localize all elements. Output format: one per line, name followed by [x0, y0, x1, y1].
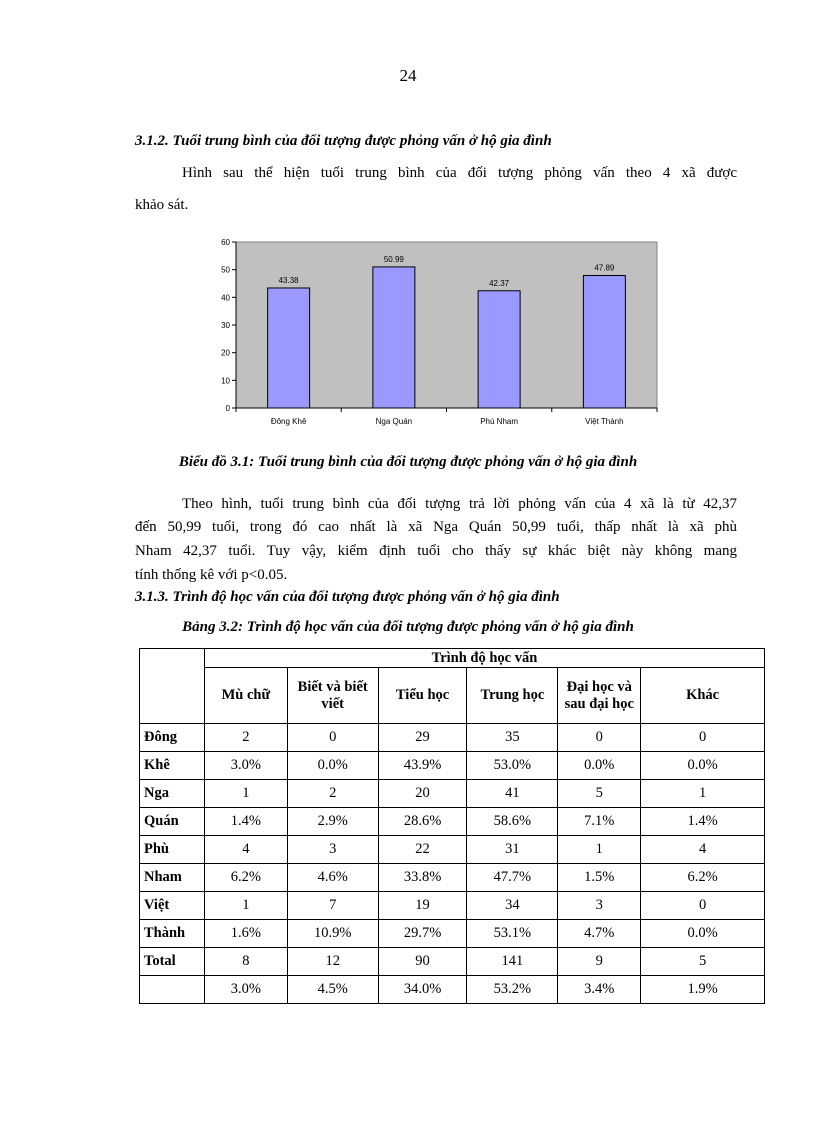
category-label: Nga Quán: [375, 417, 413, 426]
data-label: 43.38: [278, 275, 299, 285]
row-label: Nham: [140, 864, 205, 892]
column-header: Trung học: [467, 668, 558, 724]
percent-cell: 0.0%: [641, 920, 765, 948]
count-cell: 29: [378, 724, 467, 752]
percent-cell: 1.5%: [558, 864, 641, 892]
y-tick-label: 40: [221, 293, 230, 303]
table-row: [140, 752, 765, 780]
count-cell: 3: [558, 892, 641, 920]
table-row: [140, 808, 765, 836]
percent-cell: 33.8%: [378, 864, 467, 892]
percent-cell: 7.1%: [558, 808, 641, 836]
count-cell: 5: [558, 780, 641, 808]
count-cell: 9: [558, 948, 641, 976]
count-cell: 1: [204, 780, 287, 808]
count-cell: 22: [378, 836, 467, 864]
count-cell: 19: [378, 892, 467, 920]
percent-cell: 58.6%: [467, 808, 558, 836]
table-body: [140, 724, 765, 1004]
count-cell: 7: [287, 892, 378, 920]
row-label: [140, 976, 205, 1004]
column-header: Biết và biết viết: [287, 668, 378, 724]
percent-cell: 3.0%: [204, 752, 287, 780]
category-label: Việt Thành: [585, 417, 624, 426]
count-cell: 2: [287, 780, 378, 808]
table-caption: Bảng 3.2: Trình độ học vấn của đối tượng được phỏng vấn ở hộ gia đình: [182, 619, 634, 635]
percent-cell: 1.6%: [204, 920, 287, 948]
table-corner-cell: [140, 649, 205, 724]
column-header: Đại học và sau đại học: [558, 668, 641, 724]
count-cell: 3: [287, 836, 378, 864]
category-label: Phú Nham: [480, 417, 519, 426]
row-label: Nga: [140, 780, 205, 808]
count-cell: 35: [467, 724, 558, 752]
row-label: Khê: [140, 752, 205, 780]
percent-cell: 6.2%: [204, 864, 287, 892]
count-cell: 90: [378, 948, 467, 976]
analysis-line-4: tính thống kê với p<0.05.: [135, 567, 288, 583]
percent-cell: 28.6%: [378, 808, 467, 836]
count-cell: 0: [641, 724, 765, 752]
percent-cell: 3.0%: [204, 976, 287, 1004]
count-cell: 34: [467, 892, 558, 920]
count-cell: 0: [641, 892, 765, 920]
percent-cell: 47.7%: [467, 864, 558, 892]
row-label: Đông: [140, 724, 205, 752]
bar: [583, 276, 625, 408]
column-header: Tiểu học: [378, 668, 467, 724]
category-label: Đông Khê: [270, 417, 307, 426]
count-cell: 4: [204, 836, 287, 864]
row-label: Quán: [140, 808, 205, 836]
percent-cell: 1.4%: [204, 808, 287, 836]
count-cell: 1: [558, 836, 641, 864]
percent-cell: 1.4%: [641, 808, 765, 836]
bar: [268, 288, 310, 408]
table-row: [140, 836, 765, 864]
intro-line-2: khảo sát.: [135, 197, 189, 213]
percent-cell: 6.2%: [641, 864, 765, 892]
column-header: Mù chữ: [204, 668, 287, 724]
table-row: [140, 864, 765, 892]
analysis-line-1: Theo hình, tuổi trung bình của đối tượng trả lời phỏng vấn của 4 xã là từ 42,37: [182, 496, 737, 512]
section-heading-3-1-2: 3.1.2. Tuổi trung bình của đối tượng được phỏng vấn ở hộ gia đình: [135, 133, 552, 149]
count-cell: 12: [287, 948, 378, 976]
bar-chart: [206, 232, 662, 432]
percent-cell: 53.0%: [467, 752, 558, 780]
percent-cell: 0.0%: [641, 752, 765, 780]
table-row: [140, 892, 765, 920]
count-cell: 0: [287, 724, 378, 752]
percent-cell: 0.0%: [287, 752, 378, 780]
percent-cell: 0.0%: [558, 752, 641, 780]
row-label: Việt: [140, 892, 205, 920]
table-row: [140, 976, 765, 1004]
column-header: Khác: [641, 668, 765, 724]
count-cell: 5: [641, 948, 765, 976]
count-cell: 4: [641, 836, 765, 864]
education-table: [139, 648, 765, 1004]
row-label: Total: [140, 948, 205, 976]
bar: [478, 291, 520, 408]
section-heading-3-1-3: 3.1.3. Trình độ học vấn của đối tượng được phỏng vấn ở hộ gia đình: [135, 589, 560, 605]
data-label: 47.89: [594, 263, 615, 273]
analysis-line-3: Nham 42,37 tuổi. Tuy vậy, kiểm định tuổi cho thấy sự khác biệt này không mang: [135, 543, 737, 559]
percent-cell: 53.1%: [467, 920, 558, 948]
count-cell: 141: [467, 948, 558, 976]
percent-cell: 4.6%: [287, 864, 378, 892]
percent-cell: 4.5%: [287, 976, 378, 1004]
count-cell: 1: [641, 780, 765, 808]
y-tick-label: 60: [221, 238, 230, 247]
percent-cell: 2.9%: [287, 808, 378, 836]
row-label: Phù: [140, 836, 205, 864]
percent-cell: 10.9%: [287, 920, 378, 948]
chart-caption: Biểu đồ 3.1: Tuổi trung bình của đối tượng được phỏng vấn ở hộ gia đình: [178, 454, 638, 470]
count-cell: 20: [378, 780, 467, 808]
count-cell: 1: [204, 892, 287, 920]
page-number: 24: [399, 66, 417, 85]
count-cell: 31: [467, 836, 558, 864]
count-cell: 41: [467, 780, 558, 808]
table-row: [140, 948, 765, 976]
y-tick-label: 0: [225, 404, 230, 413]
count-cell: 8: [204, 948, 287, 976]
percent-cell: 4.7%: [558, 920, 641, 948]
table-group-header: Trình độ học vấn: [204, 649, 764, 668]
y-tick-label: 30: [221, 321, 230, 330]
percent-cell: 34.0%: [378, 976, 467, 1004]
intro-line-1: Hình sau thể hiện tuổi trung bình của đối tượng phỏng vấn theo 4 xã được: [182, 165, 737, 181]
count-cell: 2: [204, 724, 287, 752]
table-row: [140, 780, 765, 808]
percent-cell: 29.7%: [378, 920, 467, 948]
y-tick-label: 10: [221, 376, 230, 386]
count-cell: 0: [558, 724, 641, 752]
y-tick-label: 50: [221, 265, 230, 275]
y-tick-label: 20: [221, 348, 230, 358]
data-label: 42.37: [489, 278, 510, 288]
percent-cell: 3.4%: [558, 976, 641, 1004]
analysis-line-2: đến 50,99 tuổi, trong đó cao nhất là xã Nga Quán 50,99 tuổi, thấp nhất là xã phù: [135, 519, 737, 535]
percent-cell: 43.9%: [378, 752, 467, 780]
row-label: Thành: [140, 920, 205, 948]
data-label: 50.99: [383, 254, 404, 264]
percent-cell: 1.9%: [641, 976, 765, 1004]
bar: [373, 267, 415, 408]
table-row: [140, 724, 765, 752]
table-row: [140, 920, 765, 948]
percent-cell: 53.2%: [467, 976, 558, 1004]
